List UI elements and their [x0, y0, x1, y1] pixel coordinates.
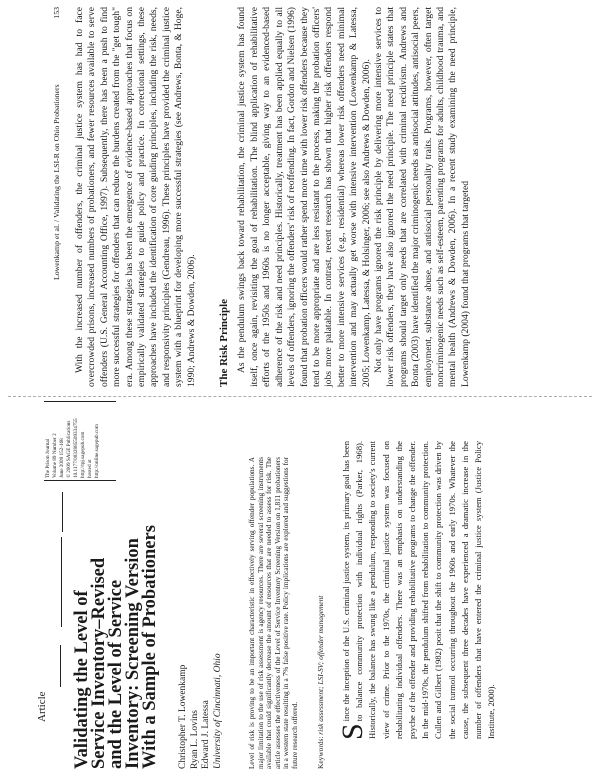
header-rule	[61, 537, 62, 627]
header-rule	[60, 645, 61, 687]
running-head-text: Lowenkamp et al. / Validating the LSI-R on Ohio Probationers	[52, 84, 61, 280]
paragraph: Not only have programs ignored the risk principle by delivering more intensive services to lower risk offenders, they have also ignored the need principle. The need principle states that programs should target only needs that are correlated with criminal recidivism. Andrews and Bonta (2003) have identified the major criminogenic needs as antisocial attitudes, antisocial peers, employment, substance abuse, and antisocial personality traits. Programs, however, often target noncriminogenic needs such as self-esteem, parenting programs for adults, childhood trauma, and mental health (Andrews & Dowden, 2006). In a recent study examining the need principle, Lowenkamp (2004) found that programs that targeted	[372, 7, 471, 387]
journal-url: http://tpj.sagepub.com	[80, 431, 86, 478]
page-number: 153	[52, 7, 61, 19]
journal-doi: 10.1177/0032885509334755	[73, 418, 79, 478]
page-body	[74, 7, 472, 387]
journal-online-url: http://online.sagepub.com	[94, 424, 100, 478]
running-head	[52, 7, 61, 280]
title-line: Validating the Level of	[72, 590, 92, 769]
journal-name: The Prison Journal	[45, 438, 51, 478]
title-line: With a Sample of Probationers	[140, 525, 160, 769]
keywords	[316, 596, 325, 769]
author-list	[178, 653, 224, 769]
intro-text: ince the inception of the U.S. criminal justice system, its primary goal has been to balance community protection with individual rights (Parker, 1968). Historically, the balance has swung like a pendulum, responding to society's current view of crime. Prior to the 1970s, the criminal justice system was focused on rehabilitating individual offenders. There was an emphasis on understanding the psyche of the offender and providing rehabilitative programs to change the offender. In the mid-1970s, the pendulum shifted from rehabilitation to community protection. Cullen and Gilbert (1982) posit that the shift to community protection was driven by the social turmoil occurring throughout the 1960s and early 1970s. Whatever the cause, the subsequent three decades have experienced a dramatic increase in the number of offenders that have entered the criminal justice system (Justice Policy Institute, 2000).	[341, 441, 497, 739]
journal-copyright: © 2009 SAGE Publications	[66, 420, 72, 478]
title-line: and the Level of Service	[106, 579, 126, 769]
keywords-label: Keywords:	[316, 736, 325, 769]
author: Christopher T. Lowenkamp	[178, 664, 188, 769]
author: Ryan L. Lovins	[189, 710, 200, 769]
abstract: Level of risk is proving to be an important characteristic in effectively serving offender populations. A major limitation to the use of risk assessment is agency resources. There are several screening instruments available that could significantly decrease the amount of resources that are needed to assess for risk. The article assesses the effectiveness of the Level of Service Inventory Screening Version on 1,811 probationers in a western state resulting in a 7% false positive rate. Policy implications are explored and suggestions for future research offered.	[248, 457, 299, 769]
intro-paragraph	[336, 441, 498, 740]
journal-volume: Volume 89 Number 2	[52, 433, 58, 478]
gutter-scan-line	[8, 396, 592, 397]
paragraph: As the pendulum swings back toward rehabilitation, the criminal justice system has found itself, once again, revisiting the goal of rehabilitation. The blind application of rehabilitative efforts of the 1950s and 1960s is no longer acceptable, giving way to an evidenced-based adherence of the risk and need principles. Historically, treatment has been applied equally to all levels of offenders, ignoring the offenders' risk of reoffending. In fact, Gordon and Nielsen (1996) found that probation officers would rather spend more time with lower risk offenders because they tend to be more appropriate and are less resistant to the process, making the probation officers' jobs more palatable. In contrast, recent research has shown that higher risk offenders respond better to more intensive services (e.g., residential) whereas lower risk offenders need minimal intervention and may actually get worse with intensive intervention (Lowenkamp & Latessa, 2005; Lowenkamp, Latessa, & Holsinger, 2006; see also Andrews & Dowden, 2006).	[236, 7, 372, 387]
keywords-value: risk assessment; LSI-SV; offender management	[316, 595, 325, 735]
drop-cap: S	[336, 723, 369, 740]
journal-date: June 2009 152-168	[59, 438, 65, 478]
article-label: Article	[36, 691, 48, 722]
title-line: Inventory: Screening Version	[123, 538, 143, 769]
header-rule	[62, 492, 63, 532]
paragraph: With the increased number of offenders, the criminal justice system has had to face overcrowded prisons, increased numbers of probationers, and fewer resources available to serve offenders (U.S. General Accounting Office, 1997). Subsequently, there has been a push to find more successful strategies for offenders that can reduce the burdens created from the "get tough" era. Among these strategies has been the emergence of evidence-based approaches that focus on empirically validated strategies to guide policy and practice. In correctional settings, these approaches have included the identification of core guiding principles, including the risk, needs, and responsivity principles (Gendreau, 1996). These principles have provided the criminal justice system with a blueprint for developing more successful strategies (see Andrews, Bonta, & Hoge, 1990; Andrews & Dowden, 2006).	[74, 7, 197, 387]
section-heading: The Risk Principle	[218, 298, 231, 387]
title-line: Service Inventory–Revised	[89, 557, 109, 769]
journal-hosted: hosted at	[87, 459, 93, 478]
affiliation: University of Cincinnati, Ohio	[212, 653, 223, 769]
article-title	[74, 469, 159, 769]
author: Edward J. Latessa	[201, 700, 211, 769]
